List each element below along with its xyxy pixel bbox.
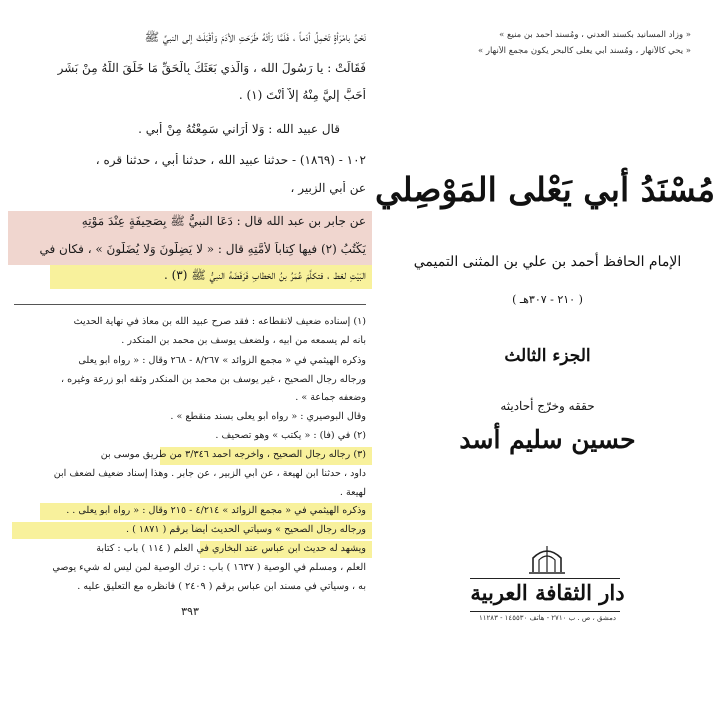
highlighted-hadith-line: البَيْتِ لغط ، فتكلَّمَ عُمَرُ بنُ الخطابِ فَرَفَضَهُ النبيُّ ﷺ (٣) .	[163, 268, 366, 282]
author-dates: ( ٢١٠ - ٣٠٧هـ )	[512, 293, 583, 306]
volume-label: الجزء الثالث	[504, 346, 591, 366]
author-line: الإمام الحافظ أحمد بن علي بن المثنى التميمي	[413, 254, 682, 270]
page-number: ٣٩٣	[181, 605, 199, 618]
footnote-line: وذكره الهيثمي في « مجمع الزوائد » ٨/٢٦٧ - ٢٦٨ وقال : « رواه أبو يعلى	[78, 355, 366, 366]
highlighted-hadith-line: يَكْتُبُ (٢) فيها كِتاباً لأُمَّتِهِ قال : « لا يَضِلُّونَ وَلا يُضَلُّونَ » ، فكان في	[39, 242, 366, 256]
footnote-line: ورجاله رجال الصحيح ، غير يوسف بن محمد بن المنكدر وثقه أبو زرعة وغيره ،	[61, 374, 366, 385]
abdullah-line: قال عبيد الله : وَلا أُرَاني سَمِعْتُهُ مِنْ أبي .	[138, 122, 340, 136]
intro-line: أحَبَّ إليَّ مِنْهُ إلاَّ أنْتَ (١) .	[238, 88, 366, 102]
footnote-line: به ، وسيأتي في مسند ابن عباس برقم ( ٢٤٠٩ ) فانظره مع التعليق عليه .	[77, 581, 366, 592]
epigraph-line: « يحي كالأنهار ، ومُسند أبي يعلى كالبحر يكون مجمع الأنهار »	[477, 46, 691, 56]
footnote-line: بأنه لم يسمعه من أبيه ، ولضعف يوسف بن محمد بن المنكدر .	[121, 335, 366, 346]
epigraph-line: « وزاد المسانيد بكسند العدني ، ومُسند أحمد بن منيع »	[499, 30, 691, 40]
footnote-line: ويشهد له حديث ابن عباس عند البخاري في العلم ( ١١٤ ) باب : كتابة	[96, 543, 366, 554]
intro-line: نَحْنُ بامْرَأةٍ تَحْمِلُ أدَماً ، فَلَمَّا رَأتْهُ طَرَحَتِ الأدَمَ وَأقْبَلَتْ إلى النبيِّ ﷺ	[144, 30, 366, 44]
footnote-line: (٣) رجاله رجال الصحيح ، وأخرجه أحمد ٣/٣٤٦ من طريق موسى بن	[100, 449, 366, 460]
footnote-line: وقال البوصيري : « رواه أبو يعلى بسند منقطع » .	[170, 411, 366, 422]
footnote-line: (٢) في (فا) : « يكتب » وهو تصحيف .	[215, 430, 366, 441]
editor-name: حسين سليم أسد	[459, 425, 636, 454]
footnote-line: وضعفه جماعة » .	[295, 392, 366, 403]
highlighted-hadith-line: عن جابر بن عبد الله قال : دَعَا النبيُّ ﷺ بِصَحِيفَةٍ عِنْدَ مَوْتِهِ	[81, 214, 366, 228]
footnote-line: لهيعة .	[339, 487, 366, 498]
publisher-name: دار الثقافة العربية	[470, 580, 625, 605]
footnote-line: ورجاله رجال الصحيح » وسيأتي الحديث أيضاً برقم ( ١٨٧١ ) .	[126, 524, 366, 535]
intro-line: فَقَالَتْ : يا رَسُولَ الله ، وَالَّذي بَعَثَكَ بِالْحَقِّ مَا خَلَقَ اللَّهُ مِنْ بَشَرٍ	[57, 61, 366, 75]
footnote-divider	[14, 304, 366, 305]
publisher-address: دمشق ، ص . ب ٢٧١٠ - هاتف ١٤٥٥٣٠ - ١١٢٨٣	[479, 614, 616, 622]
title-page	[374, 0, 715, 708]
publisher-rule	[470, 611, 620, 612]
footnote-line: العلم ، ومسلم في الوصية ( ١٦٣٧ ) باب : ترك الوصية لمن ليس له شيء يوصي	[52, 562, 366, 573]
isnad-line: عن أبي الزبير ،	[290, 181, 366, 195]
book-title: مُسْنَدُ أبي يَعْلى المَوْصِلي	[374, 170, 715, 209]
edited-by-label: حققه وخرّج أحاديثه	[500, 399, 595, 413]
publisher-rule	[470, 578, 620, 579]
footnote-line: داود ، حدثنا ابن لهيعة ، عن أبي الزبير ، عن جابر . وهذا إسناد ضعيف لضعف ابن	[53, 468, 366, 479]
hadith-number-line: ١٠٢ - (١٨٦٩) - حدثنا عبيد الله ، حدثنا أبي ، حدثنا قره ،	[95, 153, 366, 167]
footnote-line: (١) إسناده ضعيف لانقطاعه : فقد صرح عبيد الله بن معاذ في نهاية الحديث	[73, 316, 366, 327]
footnote-line: وذكره الهيثمي في « مجمع الزوائد » ٤/٢١٤ - ٢١٥ وقال : « رواه أبو يعلى . .	[66, 505, 366, 516]
publisher-emblem-icon	[527, 542, 567, 576]
